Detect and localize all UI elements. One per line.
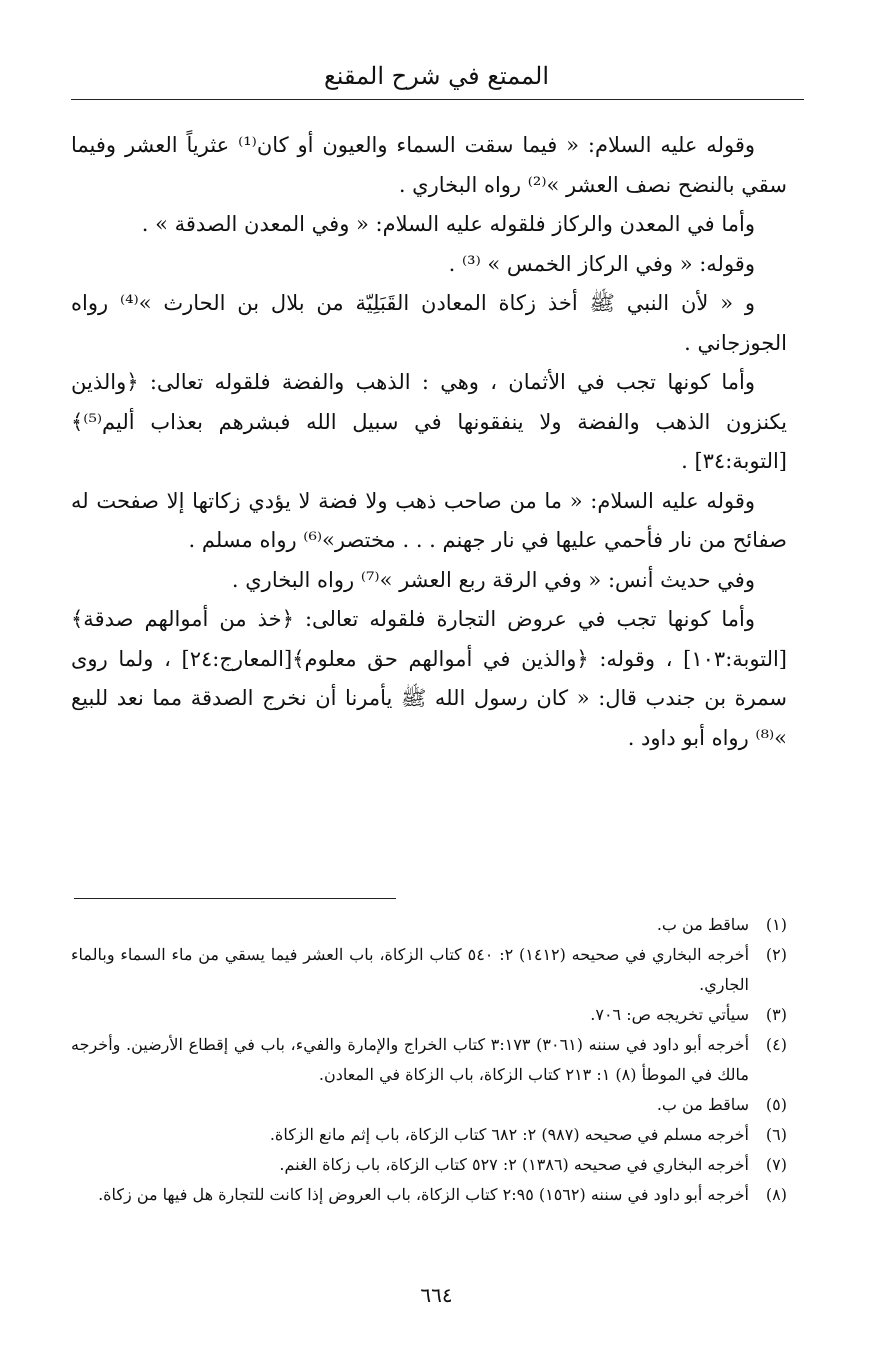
header-rule [71,99,804,100]
footnote-text: أخرجه أبو داود في سننه (١٥٦٢) ٢:٩٥ كتاب الزكاة، باب العروض إذا كانت للتجارة هل فيها من زكاة. [98,1185,749,1204]
footnote [71,1150,787,1180]
footnote-text: أخرجه أبو داود في سننه (٣٠٦١) ٣:١٧٣ كتاب الخراج والإمارة والفيء، باب في إقطاع الأرضين. وأخرجه مالك في الموطأ (٨) ١: ٢١٣ كتاب الزكاة، باب الزكاة في المعادن. [71,1035,750,1084]
paragraph: وقوله: « وفي الركاز الخمس » ⁽³⁾ . [448,251,755,276]
footnote-number: (٣) [765,1005,787,1024]
footnote [71,1120,787,1150]
footnote-number: (١) [765,915,787,934]
footnote [71,940,787,1000]
footnote-number: (٦) [765,1125,787,1144]
footnote-number: (٧) [765,1155,787,1174]
page-number: ٦٦٤ [420,1283,453,1307]
main-text [71,126,787,758]
footnote-text: سيأتي تخريجه ص: ٧٠٦. [590,1005,749,1024]
paragraph: وقوله عليه السلام: « ما من صاحب ذهب ولا فضة لا يؤدي زكاتها إلا صفحت له صفائح من نار فأحمي عليها في نار جهنم . . . مختصر»⁽⁶⁾ رواه مسلم . [71,488,787,552]
footnote [71,1000,787,1030]
footnote-separator [74,898,396,899]
footnote-text: أخرجه مسلم في صحيحه (٩٨٧) ٢: ٦٨٢ كتاب الزكاة، باب إثم مانع الزكاة. [269,1125,749,1144]
footnote-number: (٢) [765,945,787,964]
paragraph: وقوله عليه السلام: « فيما سقت السماء والعيون أو كان⁽¹⁾ عثرياً العشر وفيما سقي بالنضح نصف العشر »⁽²⁾ رواه البخاري . [71,133,787,197]
running-header-title: الممتع في شرح المقنع [324,62,549,90]
footnote-number: (٥) [765,1095,787,1114]
paragraph: وأما في المعدن والركاز فلقوله عليه السلام: « وفي المعدن الصدقة » . [141,212,755,236]
footnote-text: ساقط من ب. [656,915,749,934]
footnote-text: أخرجه البخاري في صحيحه (١٣٨٦) ٢: ٥٢٧ كتاب الزكاة، باب زكاة الغنم. [279,1155,749,1174]
footnote [71,910,787,940]
paragraph: و « لأن النبي ﷺ أخذ زكاة المعادن القَبَلِيّة من بلال بن الحارث »⁽⁴⁾ رواه الجوزجاني . [71,291,787,355]
footnote-number: (٨) [765,1185,787,1204]
footnote [71,1180,787,1210]
footnote-number: (٤) [765,1035,787,1054]
paragraph: وأما كونها تجب في الأثمان ، وهي : الذهب والفضة فلقوله تعالى: ﴿والذين يكنزون الذهب والفضة ولا ينفقونها في سبيل الله فبشرهم بعذاب أليم⁽⁵⁾﴾[التوبة:٣٤] . [71,370,787,473]
paragraph: وفي حديث أنس: « وفي الرقة ربع العشر »⁽⁷⁾ رواه البخاري . [231,567,755,592]
paragraph: وأما كونها تجب في عروض التجارة فلقوله تعالى: ﴿خذ من أموالهم صدقة﴾[التوبة:١٠٣] ، وقوله: ﴿والذين في أموالهم حق معلوم﴾[المعارج:٢٤] ، ولما روى سمرة بن جندب قال: « كان رسول الله ﷺ يأمرنا أن نخرج الصدقة مما نعد للبيع »⁽⁸⁾ رواه أبو داود . [71,607,787,750]
footnote-text: ساقط من ب. [656,1095,749,1114]
footnotes [71,910,787,1210]
footnote [71,1090,787,1120]
footnote [71,1030,787,1090]
footnote-text: أخرجه البخاري في صحيحه (١٤١٢) ٢: ٥٤٠ كتاب الزكاة، باب العشر فيما يسقي من ماء السماء وبالماء الجاري. [71,945,750,994]
